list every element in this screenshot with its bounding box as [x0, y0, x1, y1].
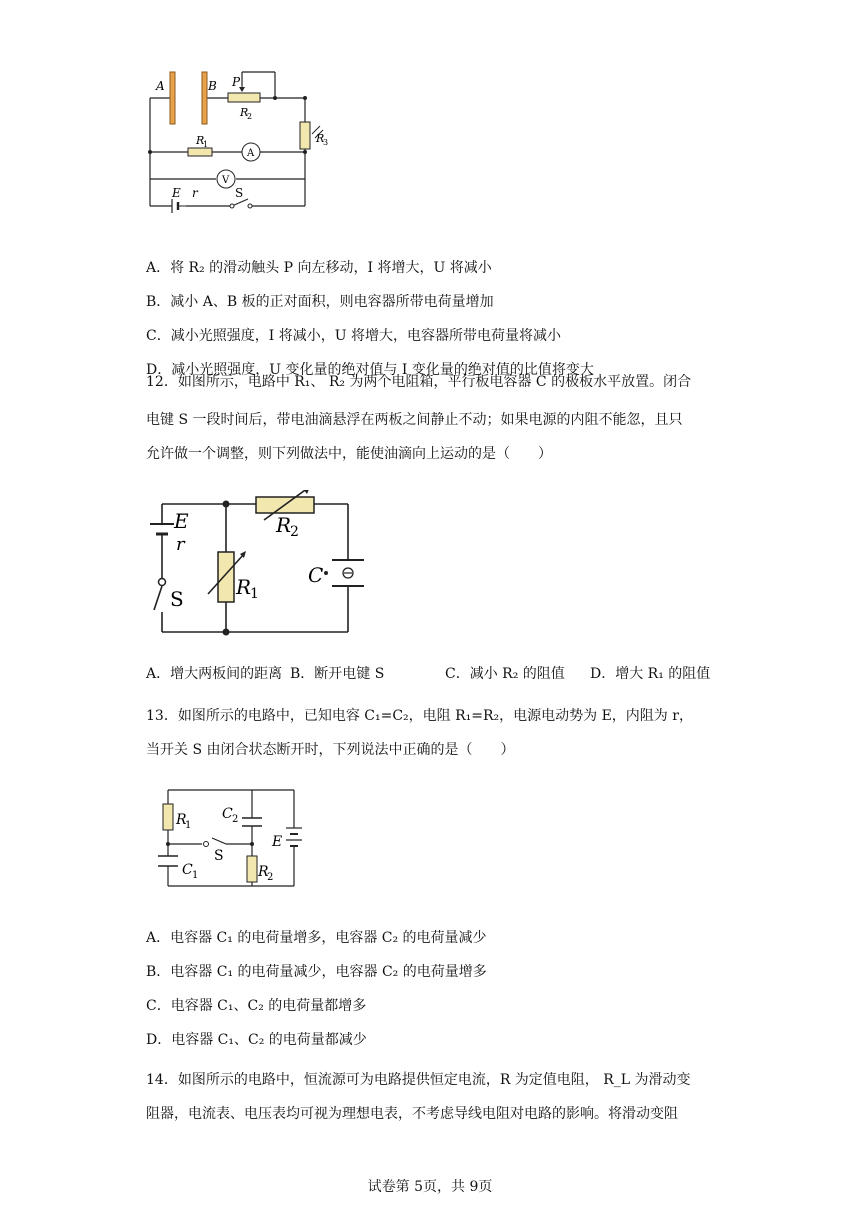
q13-stem-line-2: 当开关 S 由闭合状态断开时，下列说法中正确的是（ ）	[146, 742, 515, 758]
q11-circuit-diagram	[140, 66, 340, 216]
q14-stem-line-1: 14．如图所示的电路中，恒流源可为电路提供恒定电流，R 为定值电阻， R_L 为滑动变	[146, 1072, 691, 1088]
label-r: r	[176, 534, 185, 555]
label-R2: R	[258, 864, 269, 880]
q12-option-d: D．增大 R₁ 的阻值	[590, 666, 711, 682]
page-footer: 试卷第 5页，共 9页	[367, 1179, 493, 1195]
q13-stem-line-1: 13．如图所示的电路中，已知电容 C₁=C₂，电阻 R₁=R₂，电源电动势为 E，内阻为 r，	[146, 708, 693, 724]
q12-stem-line-1: 12．如图所示，电路中 R₁、 R₂ 为两个电阻箱，平行板电容器 C 的极板水平放置。闭合	[146, 374, 692, 390]
label-E: E	[174, 509, 189, 533]
label-R3-sub: 3	[323, 138, 329, 147]
q14-stem-line-2: 阻器，电流表、电压表均可视为理想电表，不考虑导线电阻对电路的影响。将滑动变阻	[146, 1106, 678, 1122]
label-r: r	[192, 186, 198, 200]
q13-option-a: A．电容器 C₁ 的电荷量增多，电容器 C₂ 的电荷量减少	[146, 930, 487, 946]
q12-stem-line-2: 电键 S 一段时间后，带电油滴悬浮在两板之间静止不动；如果电源的内阻不能忽，且只	[146, 412, 683, 428]
label-E: E	[272, 834, 283, 850]
label-C2: C	[222, 806, 233, 822]
q11-option-b: B．减小 A、B 板的正对面积，则电容器所带电荷量增加	[146, 294, 494, 310]
q13-option-b: B．电容器 C₁ 的电荷量减少，电容器 C₂ 的电荷量增多	[146, 964, 487, 980]
label-R1: R	[176, 812, 187, 828]
label-C1-sub: 1	[192, 870, 199, 881]
label-S: S	[214, 848, 224, 864]
q13-option-c: C．电容器 C₁、C₂ 的电荷量都增多	[146, 998, 367, 1014]
q11-option-d: D．减小光照强度，U 变化量的绝对值与 I 变化量的绝对值的比值将变大	[146, 362, 594, 378]
label-C1: C	[182, 862, 193, 878]
label-R2: R	[276, 513, 292, 537]
label-C: C	[308, 563, 324, 587]
q12-option-b: B．断开电键 S	[290, 666, 385, 682]
label-R1: R	[196, 134, 205, 147]
label-R2-sub: 2	[267, 872, 274, 883]
q11-option-c: C．减小光照强度，I 将减小，U 将增大，电容器所带电荷量将减小	[146, 328, 561, 344]
label-S: S	[170, 587, 184, 611]
label-E: E	[172, 186, 181, 200]
label-R2: R	[240, 106, 249, 119]
ammeter-label: A	[247, 148, 255, 159]
q13-circuit-diagram	[150, 784, 310, 894]
q12-circuit-diagram	[148, 490, 368, 640]
label-S: S	[235, 186, 244, 200]
q12-option-a: A．增大两板间的距离	[146, 666, 283, 682]
label-R1: R	[236, 575, 252, 599]
voltmeter-label: V	[222, 175, 230, 186]
label-A: A	[156, 79, 165, 93]
q12-option-c: C．减小 R₂ 的阻值	[445, 666, 565, 682]
q12-stem-line-3: 允许做一个调整，则下列做法中，能使油滴向上运动的是（ ）	[146, 446, 552, 462]
q11-option-a: A．将 R₂ 的滑动触头 P 向左移动，I 将增大，U 将减小	[146, 260, 492, 276]
label-P: P	[232, 75, 241, 89]
label-R3: R	[316, 132, 325, 145]
label-B: B	[208, 79, 217, 93]
label-R1-sub: 1	[203, 140, 209, 149]
label-R1-sub: 1	[185, 820, 192, 831]
label-R2-sub: 2	[290, 524, 299, 540]
label-R1-sub: 1	[250, 586, 259, 602]
label-R2-sub: 2	[247, 112, 253, 121]
label-C2-sub: 2	[232, 814, 239, 825]
q13-option-d: D．电容器 C₁、C₂ 的电荷量都减少	[146, 1032, 367, 1048]
